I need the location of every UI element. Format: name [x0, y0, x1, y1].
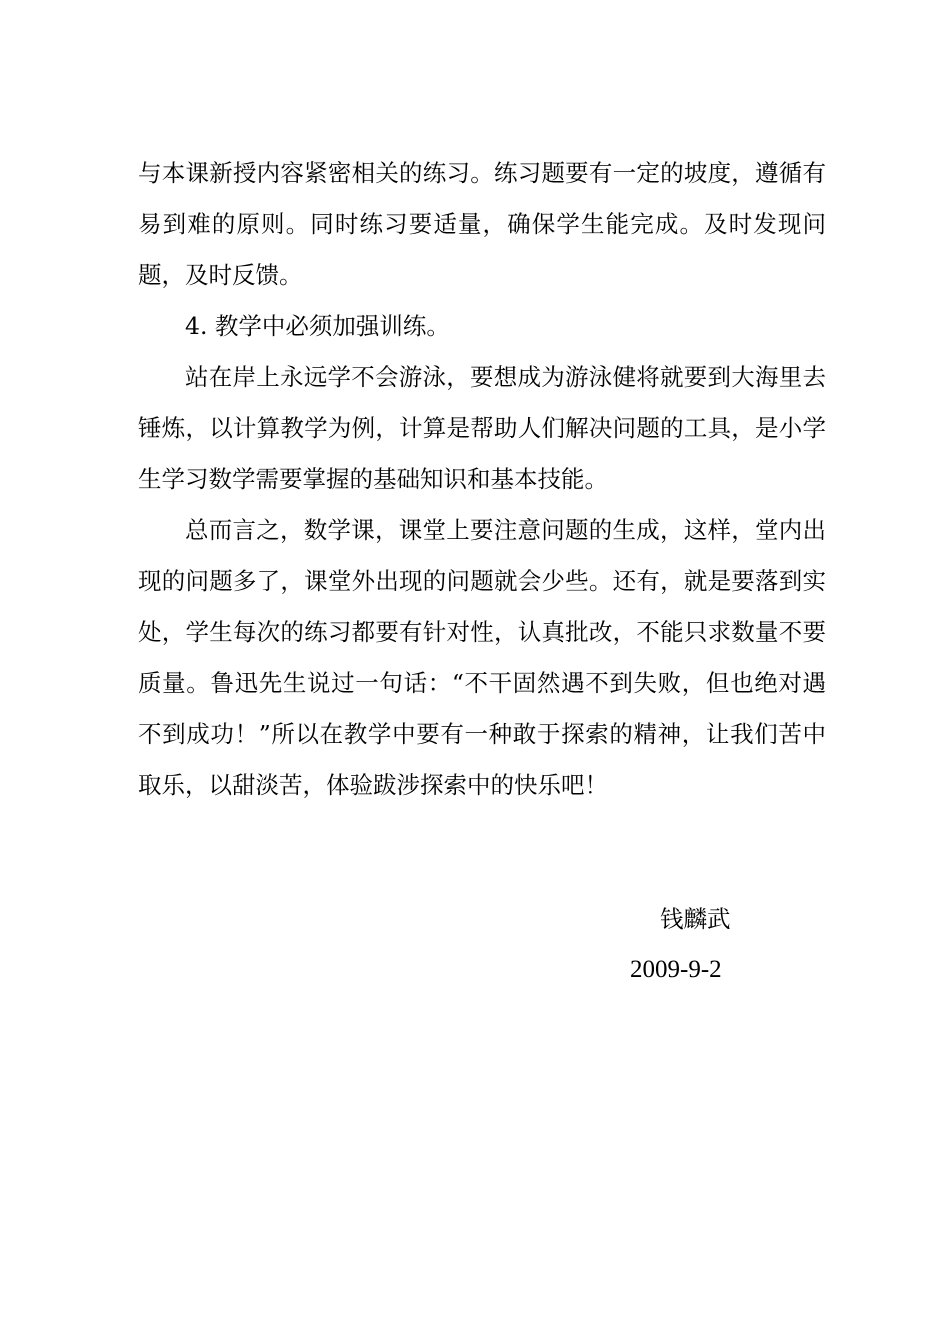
- paragraph-conclusion: 总而言之，数学课，课堂上要注意问题的生成，这样，堂内出现的问题多了，课堂外出现的问题就会少些。还有，就是要落到实处，学生每次的练习都要有针对性，认真批改，不能只求数量不要质量。鲁迅先生说过一句话：“不干固然遇不到失败，但也绝对遇不到成功！”所以在教学中要有一种敢于探索的精神，让我们苦中取乐，以甜淡苦，体验跋涉探索中的快乐吧！: [138, 516, 826, 799]
- paragraph-continued-exercises: 与本课新授内容紧密相关的练习。练习题要有一定的坡度，遵循有易到难的原则。同时练习要适量，确保学生能完成。及时发现问题，及时反馈。: [138, 159, 826, 289]
- document-body: [138, 148, 826, 811]
- author-signature: 钱麟武: [660, 905, 731, 933]
- paragraph-heading-training: 4. 教学中必须加强训练。: [185, 312, 450, 340]
- paragraph-swimming-analogy: 站在岸上永远学不会游泳，要想成为游泳健将就要到大海里去锤炼，以计算教学为例，计算是帮助人们解决问题的工具，是小学生学习数学需要掌握的基础知识和基本技能。: [138, 363, 826, 493]
- signature-date: 2009-9-2: [630, 956, 722, 983]
